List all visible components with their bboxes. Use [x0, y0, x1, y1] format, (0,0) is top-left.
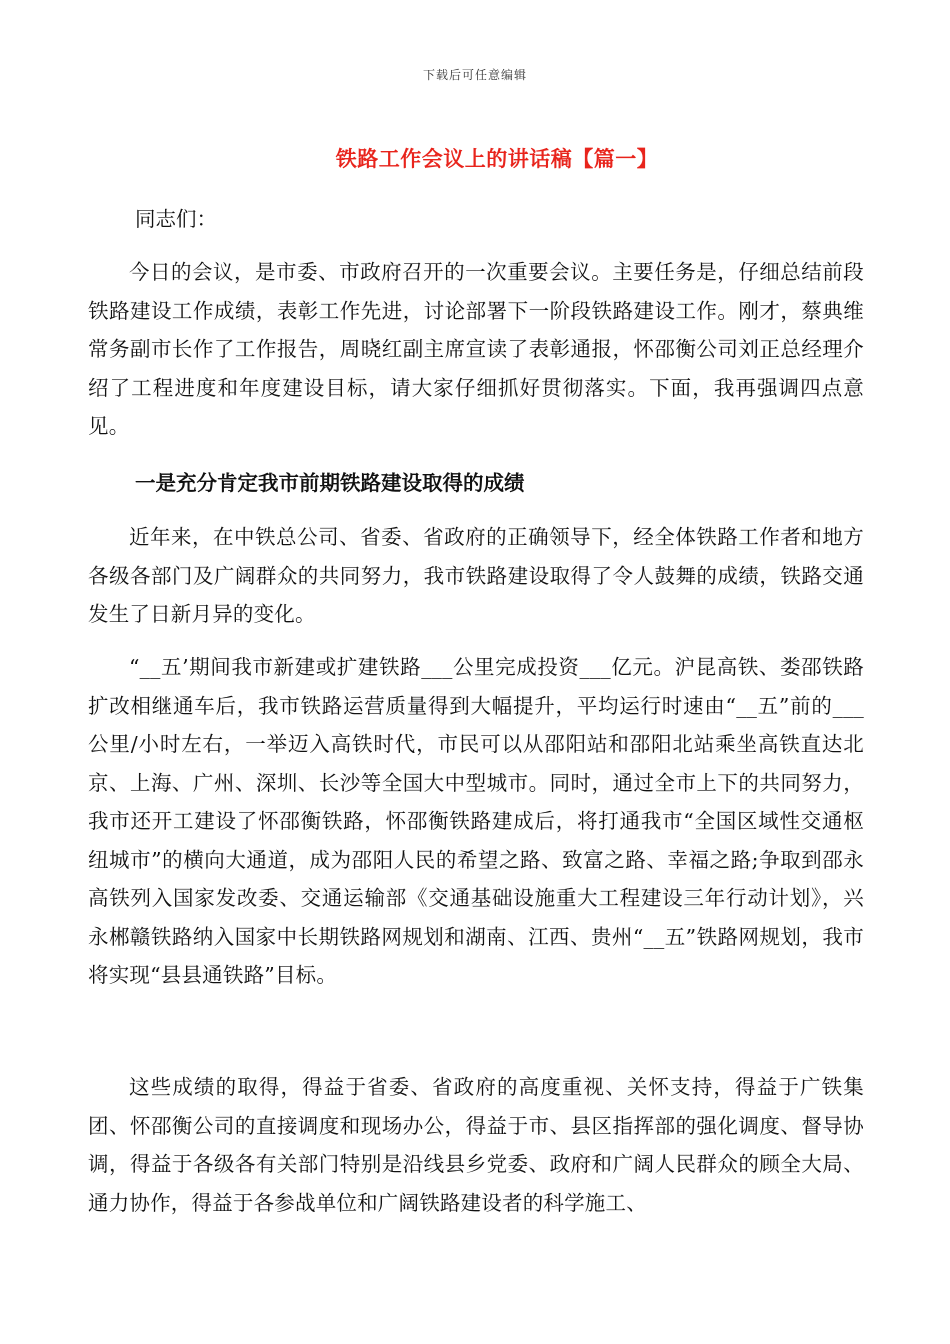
salutation: 同志们：: [135, 207, 217, 231]
header-note: 下载后可任意编辑: [422, 68, 527, 82]
intro-paragraph-block: [88, 253, 864, 446]
achievement-paragraph-block: [88, 518, 864, 634]
credit-paragraph-block: [88, 1068, 864, 1222]
credit-paragraph: 这些成绩的取得，得益于省委、省政府的高度重视、关怀支持，得益于广铁集团、怀邵衡公司的直接调度和现场办公，得益于市、县区指挥部的强化调度、督导协调，得益于各级各有关部门特别是沿线县乡党委、政府和广阔人民群众的顾全大局、通力协作，得益于各参战单位和广阔铁路建设者的科学施工、: [88, 1075, 864, 1215]
achievement-paragraph: 近年来，在中铁总公司、省委、省政府的正确领导下，经全体铁路工作者和地方各级各部门及广阔群众的共同努力，我市铁路建设取得了令人鼓舞的成绩，铁路交通发生了日新月异的变化。: [88, 525, 864, 626]
project-details-paragraph-block: [88, 648, 864, 995]
project-details-paragraph: “__五’期间我市新建或扩建铁路___公里完成投资___亿元。沪昆高铁、娄邵铁路扩改相继通车后，我市铁路运营质量得到大幅提升，平均运行时速由“__五”前的___公里/小时左右，一举迈入高铁时代，市民可以从邵阳站和邵阳北站乘坐高铁直达北京、上海、广州、深圳、长沙等全国大中型城市。同时，通过全市上下的共同努力，我市还开工建设了怀邵衡铁路，怀邵衡铁路建成后，将打通我市“全国区域性交通枢纽城市”的横向大通道，成为邵阳人民的希望之路、致富之路、幸福之路;争取到邵永高铁列入国家发改委、交通运输部《交通基础设施重大工程建设三年行动计划》，兴永郴赣铁路纳入国家中长期铁路网规划和湖南、江西、贵州“__五”铁路网规划，我市将实现“县县通铁路”目标。: [88, 655, 864, 987]
section-heading-1: 一是充分肯定我市前期铁路建设取得的成绩: [135, 471, 525, 495]
document-title: 铁路工作会议上的讲话稿【篇一】: [335, 146, 659, 171]
intro-paragraph: 今日的会议，是市委、市政府召开的一次重要会议。主要任务是，仔细总结前段铁路建设工作成绩，表彰工作先进，讨论部署下一阶段铁路建设工作。刚才，蔡典维常务副市长作了工作报告，周晓红副主席宣读了表彰通报，怀邵衡公司刘正总经理介绍了工程进度和年度建设目标，请大家仔细抓好贯彻落实。下面，我再强调四点意见。: [88, 260, 864, 438]
